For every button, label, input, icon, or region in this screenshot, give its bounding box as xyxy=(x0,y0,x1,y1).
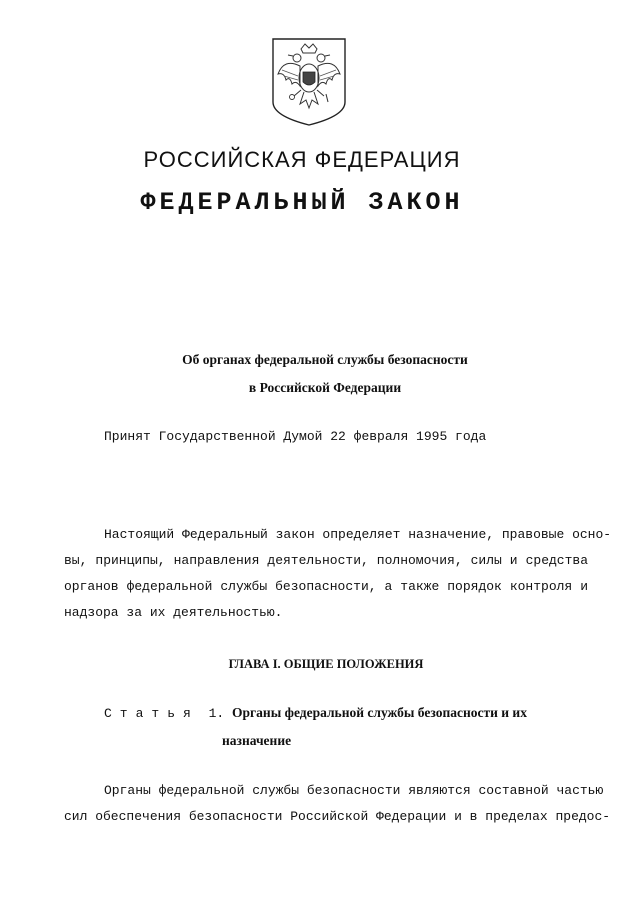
body-line: Органы федеральной службы безопасности являются составной частью xyxy=(104,783,604,798)
law-title-line-1: Об органах федеральной службы безопасности xyxy=(182,352,468,367)
preamble-paragraph xyxy=(64,522,612,626)
preamble-line: Настоящий Федеральный закон определяет назначение, правовые осно- xyxy=(104,527,612,542)
document-type-heading: ФЕДЕРАЛЬНЫЙ ЗАКОН xyxy=(140,188,464,217)
article-heading xyxy=(104,705,527,721)
preamble-line: надзора за их деятельностью. xyxy=(64,605,283,620)
preamble-line: органов федеральной службы безопасности, а также порядок контроля и xyxy=(64,579,588,594)
article-title-continued: назначение xyxy=(222,733,292,748)
article-body-paragraph xyxy=(64,778,611,830)
adoption-date-line: Принят Государственной Думой 22 февраля 1995 года xyxy=(104,429,487,444)
preamble-line: вы, принципы, направления деятельности, полномочия, силы и средства xyxy=(64,553,588,568)
russian-coat-of-arms-icon xyxy=(270,36,348,128)
body-line: сил обеспечения безопасности Российской Федерации и в пределах предос- xyxy=(64,809,611,824)
article-number: 1. xyxy=(208,706,225,721)
article-word: Статья xyxy=(104,706,199,721)
chapter-heading: ГЛАВА I. ОБЩИЕ ПОЛОЖЕНИЯ xyxy=(228,657,424,671)
country-heading: РОССИЙСКАЯ ФЕДЕРАЦИЯ xyxy=(143,147,461,172)
law-title-line-2: в Российской Федерации xyxy=(248,380,402,395)
article-title: Органы федеральной службы безопасности и их xyxy=(232,705,527,720)
